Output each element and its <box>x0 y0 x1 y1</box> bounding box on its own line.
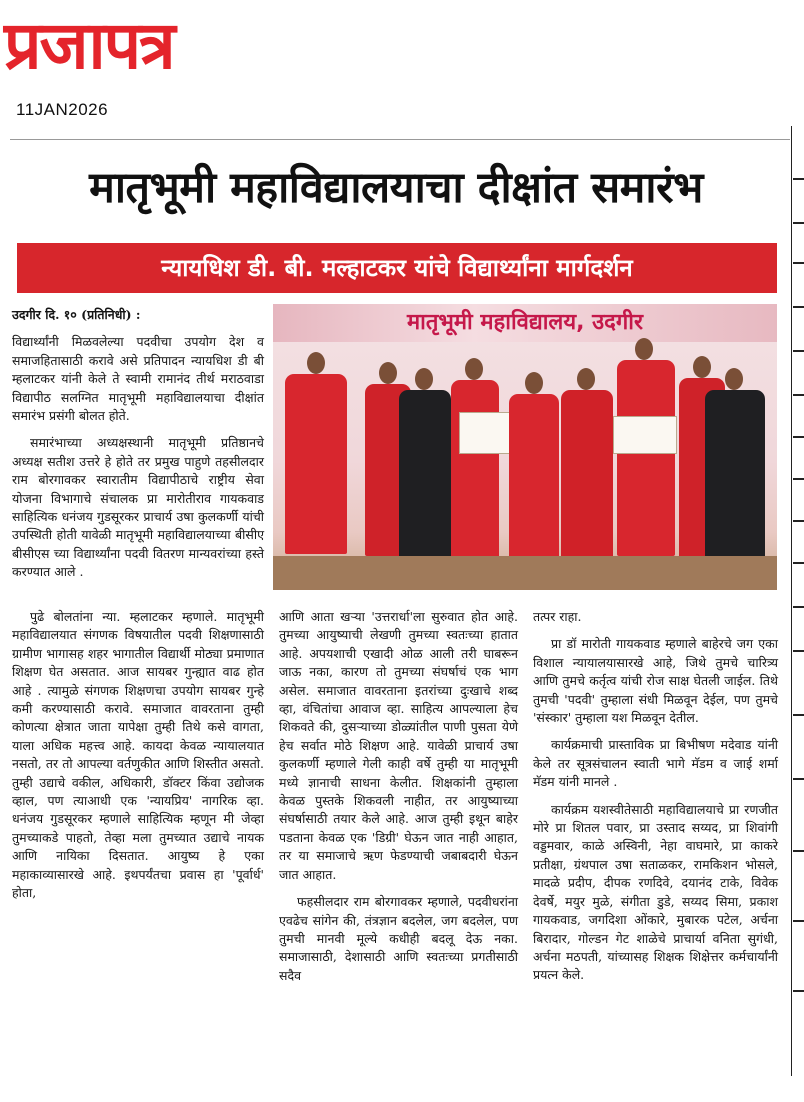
article-column-3 <box>533 608 778 1098</box>
article-paragraph: विद्यार्थ्यांनी मिळवलेल्या पदवीचा उपयोग देश व समाजहितासाठी करावे असे प्रतिपादन न्यायधिश डी बी म्हलाटकर यांनी केले ते स्वामी रामानंद तीर्थ मराठवाडा विद्यापीठ सलग्नित मातृभूमी महाविद्यालयाचा दीक्षांत समारंभ प्रसंगी बोलत होते. <box>12 334 264 424</box>
article-paragraph: तत्पर राहा. <box>533 609 582 624</box>
masthead-logo: प्रजापत्र <box>4 7 174 84</box>
article-paragraph: प्रा डॉ मारोती गायकवाड म्हणाले बाहेरचे जग एका विशाल न्यायालयासारखे आहे, जिथे तुमचे चारित्र्य आणि तुमचे कर्तृत्व यांची रोज साक्ष घेतली जाईल. तिथे तुमची 'पदवी' तुम्हाला संधी मिळवून देईल, पण तुमचे 'संस्कार' तुम्हाला यश मिळवून देतील. <box>533 636 778 726</box>
certificate <box>613 416 677 454</box>
article-column-1-continued <box>12 608 264 1098</box>
article-paragraph: फहसीलदार राम बोरगावकर म्हणाले, पदवीधरांना एवढेच सांगेन की, तंत्रज्ञान बदलेल, जग बदलेल, पण तुमची मानवी मूल्ये कधीही बदलू देऊ नका. समाजासाठी, देशासाठी आणि स्वतःच्या प्रगतीसाठी सदैव <box>279 894 518 983</box>
header-divider <box>10 139 790 140</box>
article-dateline: उदगीर दि. १० (प्रतिनिधी) : <box>12 307 141 322</box>
article-subheadline: न्यायधिश डी. बी. मल्हाटकर यांचे विद्यार्थ्यांना मार्गदर्शन <box>17 243 777 293</box>
adjacent-column-edge <box>791 126 792 1076</box>
photo-stage-banner: मातृभूमी महाविद्यालय, उदगीर <box>273 304 777 342</box>
ceremony-photo <box>273 304 777 590</box>
article-paragraph: कार्यक्रमाची प्रास्ताविक प्रा बिभीषण मदेवाड यांनी केले तर सूत्रसंचालन स्वाती भागे मॅडम व जाई शर्मा मॅडम यांनी मानले . <box>533 737 778 790</box>
article-paragraph: समारंभाच्या अध्यक्षस्थानी मातृभूमी प्रतिष्ठानचे अध्यक्ष सतीश उत्तरे हे होते तर प्रमुख पाहुणे तहसीलदार राम बोरगावकर स्वारातीम विद्यापीठाचे राष्ट्रीय सेवा योजना विभागाचे संचालक प्रा मारोतीराव गायकवाड साहित्यिक धनंजय गुडसूरकर प्राचार्य उषा कुलकर्णी यांची उपस्थिती होती यावेळी मातृभूमी महाविद्यालयाच्या बीसीए बीसीएस च्या विद्यार्थ्यांना पदवी वितरण मान्यवरांच्या हस्ते करण्यात आले . <box>12 435 264 580</box>
article-paragraph: कार्यक्रम यशस्वीतेसाठी महाविद्यालयाचे प्रा रणजीत मोरे प्रा शितल पवार, प्रा उस्ताद सय्यद, प्रा शिवांगी वड्डमवार, काळे अस्विनी, नेहा वाघमारे, प्रा काकरे प्रतीक्षा, ग्रंथपाल उषा सताळकर, रामकिशन भोसले, मादळे प्रदीप, दीपक रणदिवे, दयानंद टाके, विवेक देवर्षे, मयुर मुळे, संगीता डुडे, सय्यद सिमा, प्रकाश गायकवाड, जगदिशा ओंकारे, मुबारक पटेल, अर्चना बिरादार, गोल्डन गेट शाळेचे प्राचार्या वनिता सुगंधी, अर्चना मठपती, यांच्यासह शिक्षक शिक्षेत्तर कर्मचार्यांनी प्रयत्न केले. <box>533 801 778 983</box>
article-headline: मातृभूमी महाविद्यालयाचा दीक्षांत समारंभ <box>89 163 703 213</box>
edition-date: 11JAN2026 <box>16 100 109 119</box>
article-column-2 <box>279 608 518 1098</box>
article-paragraph: पुढे बोलतांना न्या. म्हलाटकर म्हणाले. मातृभूमी महाविद्यालयात संगणक विषयातील पदवी शिक्षणासाठी ग्रामीण भागासह शहर भागातील विद्यार्थी मोठ्या प्रमाणात शिक्षण घेत असतात. आज सायबर गुन्ह्यात वाढ होत आहे . त्यामुळे संगणक शिक्षणचा उपयोग सायबर गुन्हे कमी करण्यासाठी करावे. समाजात वावरताना तुम्ही कोणत्या क्षेत्रात जाता यापेक्षा तुम्ही तिथे कसे वागता, याला अधिक महत्त्व आहे. कायदा केवळ न्यायालयात नसतो, तर तो आपल्या वर्तणुकीत आणि शिस्तीत असतो. तुम्ही उद्याचे वकील, अधिकारी, डॉक्टर किंवा उद्योजक व्हाल, पण त्याआधी एक 'न्यायप्रिय' नागरिक व्हा. धनंजय गुडसूरकर म्हणाले साहित्यिक म्हणून मी जेव्हा तुमच्याकडे पाहतो, तेव्हा मला तुमच्यात उद्याचे नायक आणि नायिका दिसतात. आयुष्य हे एका महाकाव्यासारखे आहे. इथपर्यंतचा प्रवास हा 'पूर्वार्ध' होता, <box>12 609 264 901</box>
photo-floor <box>273 556 777 590</box>
article-paragraph: आणि आता खऱ्या 'उत्तरार्धा'ला सुरुवात होत आहे. तुमच्या आयुष्याची लेखणी तुमच्या स्वतःच्या हातात आहे. अपयशाची एखादी ओळ आली तरी घाबरून जाऊ नका, कारण तो तुमच्या संघर्षाचं एक भाग असेल. समाजात वावरताना इतरांच्या दुःखाचे शब्द व्हा, वंचितांचा आवाज व्हा. साहित्य आपल्याला हेच शिकवते की, दुसऱ्याच्या डोळ्यांतील पाणी पुसता येणे हेच सर्वात मोठे शिक्षण आहे. यावेळी प्राचार्य उषा कुलकर्णी म्हणाले गेली काही वर्षे तुम्ही या मातृभूमी मध्ये ज्ञानाची साधना केलीत. शिक्षकांनी तुम्हाला केवळ पुस्तके शिकवली नाहीत, तर आयुष्याच्या संघर्षासाठी तयार केले आहे. आज तुम्ही इथून बाहेर पडताना केवळ एक 'डिग्री' घेऊन जात नाही आहात, तर या समाजाचे ऋण फेडण्याची जबाबदारी घेऊन जात आहात. <box>279 609 518 882</box>
